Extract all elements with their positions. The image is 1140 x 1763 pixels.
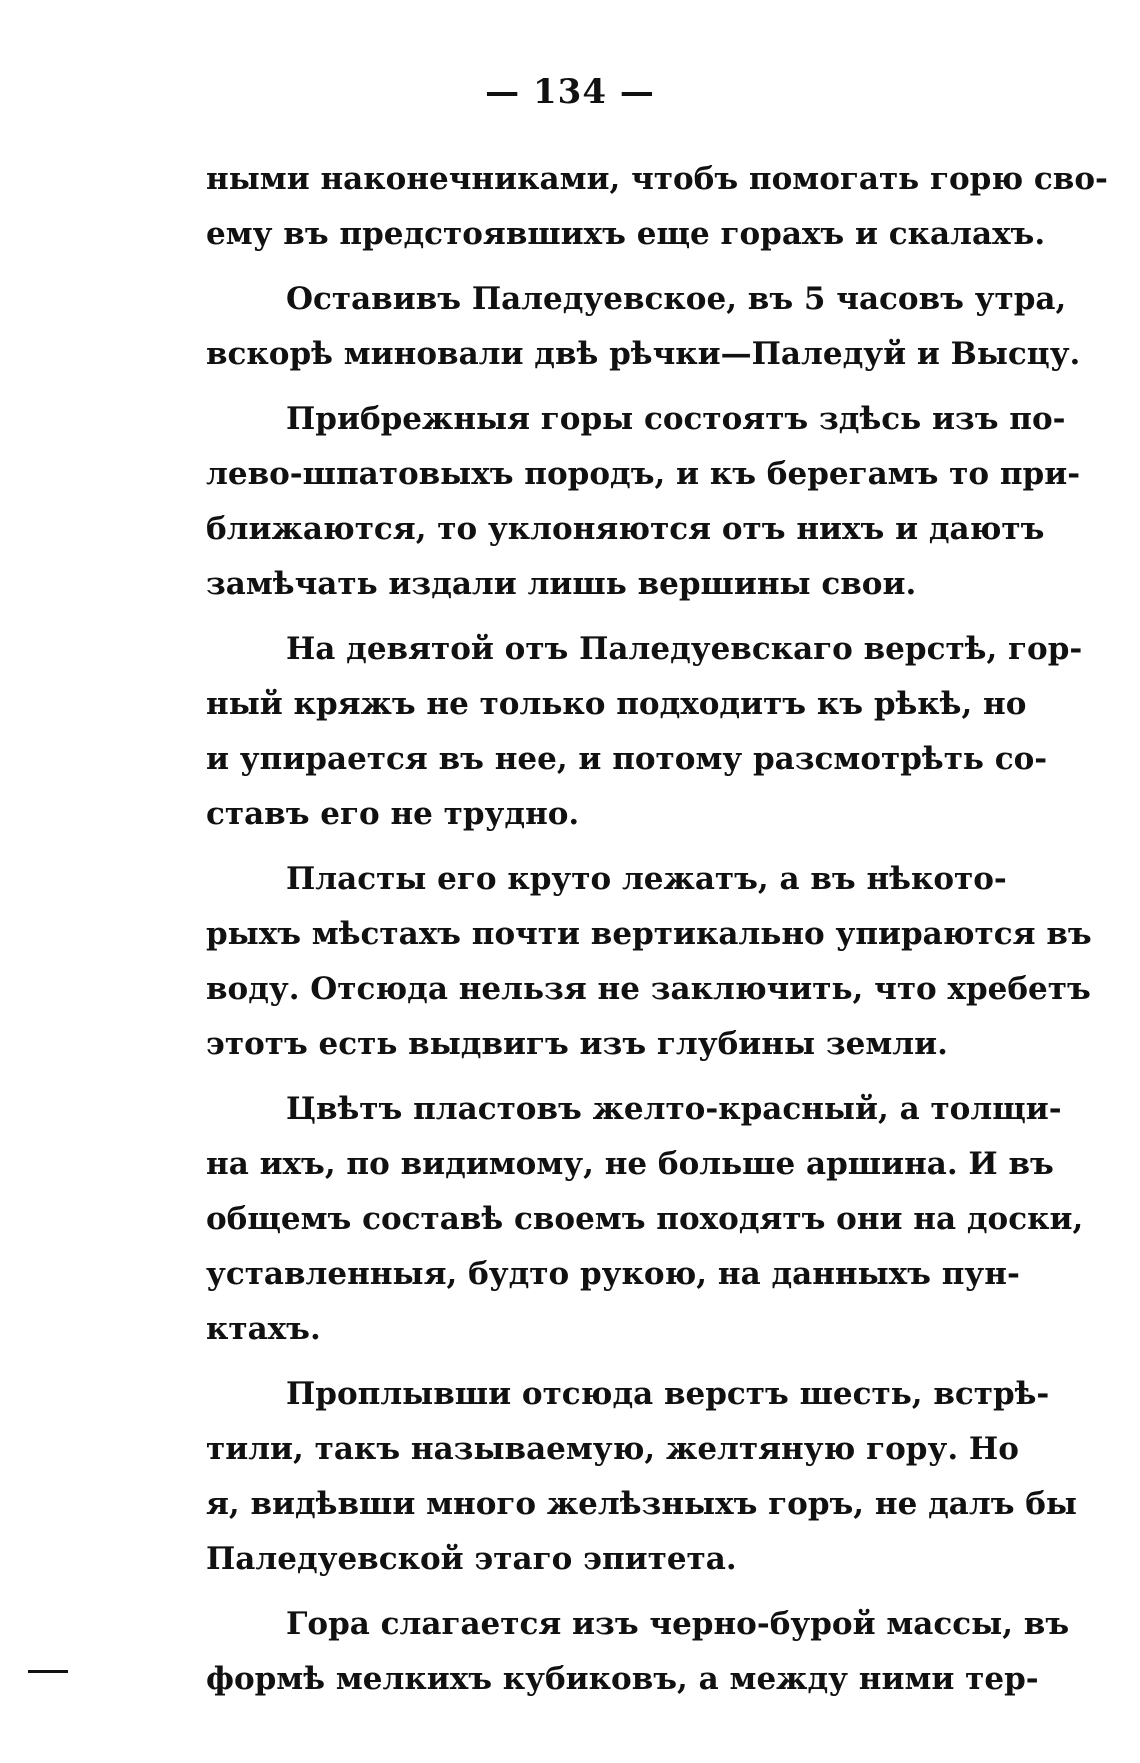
text-line: Проплывши отсюда верстъ шесть, встрѣ-: [286, 1376, 1050, 1412]
text-line: рыхъ мѣстахъ почти вертикально упираются въ: [206, 916, 1092, 952]
text-line: ему въ предстоявшихъ еще горахъ и скалахъ.: [206, 216, 1046, 252]
text-line: и упирается въ нее, и потому разсмотрѣть со-: [206, 741, 1048, 777]
text-line: общемъ составѣ своемъ походятъ они на доски,: [206, 1201, 1084, 1237]
text-line: Паледуевской этаго эпитета.: [206, 1541, 737, 1577]
text-line: Цвѣтъ пластовъ желто-красный, а толщи-: [286, 1091, 1062, 1127]
text-line: Пласты его круто лежатъ, а въ нѣкото-: [286, 861, 1007, 897]
text-line: Гора слагается изъ черно-бурой массы, въ: [286, 1606, 1070, 1642]
text-line: ближаются, то уклоняются отъ нихъ и даютъ: [206, 511, 1045, 547]
text-line: замѣчать издали лишь вершины свои.: [206, 566, 917, 602]
text-line: лево-шпатовыхъ породъ, и къ берегамъ то при-: [206, 456, 1081, 492]
body-text: [206, 152, 1108, 1707]
text-line: ный кряжъ не только подходитъ къ рѣкѣ, но: [206, 686, 1027, 722]
text-line: ктахъ.: [206, 1311, 321, 1347]
text-line: Оставивъ Паледуевское, въ 5 часовъ утра,: [286, 281, 1067, 317]
text-line: этотъ есть выдвигъ изъ глубины земли.: [206, 1026, 948, 1062]
text-line: воду. Отсюда нельзя не заключить, что хребетъ: [206, 971, 1091, 1007]
text-line: на ихъ, по видимому, не больше аршина. И въ: [206, 1146, 1054, 1182]
text-line: тили, такъ называемую, желтяную гору. Но: [206, 1431, 1019, 1467]
margin-mark: [28, 1670, 68, 1673]
text-line: ставъ его не трудно.: [206, 796, 580, 832]
text-line: формѣ мелкихъ кубиковъ, а между ними тер-: [206, 1661, 1039, 1697]
text-line: я, видѣвши много желѣзныхъ горъ, не далъ бы: [206, 1486, 1078, 1522]
text-line: уставленныя, будто рукою, на данныхъ пун-: [206, 1256, 1020, 1292]
text-line: Прибрежныя горы состоятъ здѣсь изъ по-: [286, 401, 1066, 437]
page-number: — 134 —: [485, 72, 655, 112]
text-line: На девятой отъ Паледуевскаго верстѣ, гор-: [286, 631, 1083, 667]
text-line: ными наконечниками, чтобъ помогать горю сво-: [206, 161, 1108, 197]
text-line: вскорѣ миновали двѣ рѣчки—Паледуй и Высцу.: [206, 336, 1081, 372]
